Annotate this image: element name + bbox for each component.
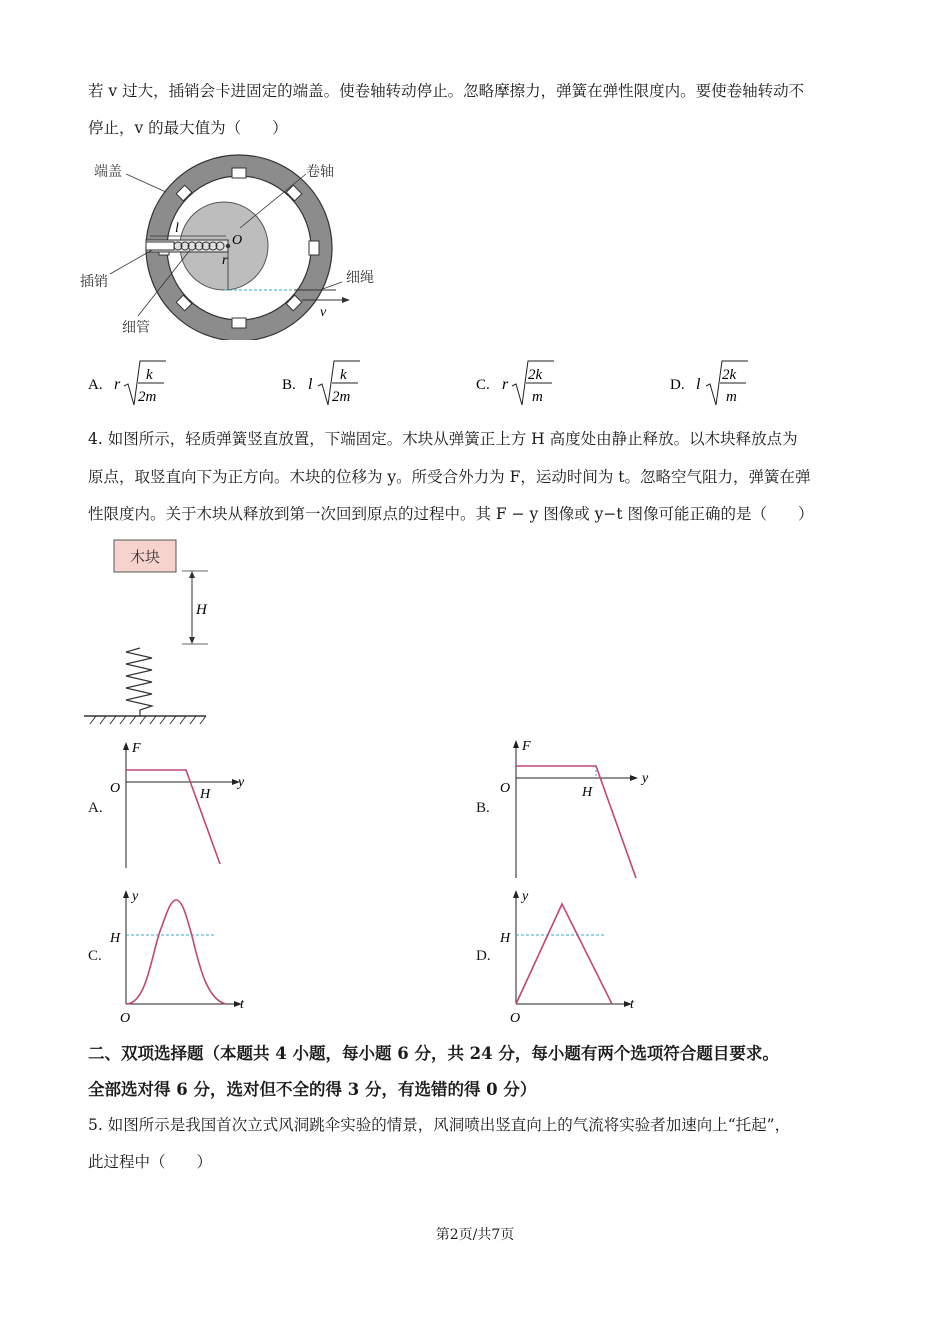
option-c-coef: r — [502, 376, 509, 393]
block-label: 木块 — [129, 548, 161, 566]
graph-c-xlabel: t — [240, 997, 244, 1012]
q4-text-line3: 性限度内。关于木块从释放到第一次回到原点的过程中。其 F − y 图像或 y−t 图像可能正确的是（ ） — [88, 505, 814, 523]
q5-text-line1: 5. 如图所示是我国首次立式风洞跳伞实验的情景，风洞喷出竖直向上的气流将实验者加速向上“托起”， — [88, 1116, 791, 1134]
graph-b-plot — [474, 732, 664, 882]
v-label: v — [320, 305, 327, 320]
option-b-den: 2m — [332, 389, 351, 405]
graph-c-origin: O — [120, 1011, 131, 1026]
option-a-den: 2m — [138, 389, 157, 405]
q3-text-line2: 停止，v 的最大值为（ ） — [88, 119, 288, 137]
option-b-num: k — [340, 367, 347, 383]
graph-option-a[interactable] — [86, 736, 256, 876]
graph-b-mark: H — [582, 785, 593, 800]
l-label: l — [175, 221, 179, 236]
graph-d-plot — [474, 886, 654, 1026]
option-d[interactable] — [670, 355, 790, 411]
tube-label: 细管 — [122, 320, 150, 336]
option-d-den: m — [726, 389, 737, 405]
option-c[interactable] — [476, 355, 596, 411]
option-c-den: m — [532, 389, 543, 405]
option-b-formula — [282, 355, 402, 411]
option-a-num: k — [146, 367, 153, 383]
graph-b-ylabel: F — [522, 739, 531, 754]
q4-text-line2: 原点，取竖直向下为正方向。木块的位移为 y。所受合外力为 F，运动时间为 t。忽略空气阻力，弹簧在弹 — [88, 468, 811, 486]
option-b-letter: B. — [282, 377, 296, 393]
o-label: O — [232, 233, 243, 248]
page-footer: 第2页/共7页 — [435, 1227, 515, 1243]
end-cap-label: 端盖 — [94, 164, 122, 180]
graph-a-ylabel: F — [132, 741, 141, 756]
option-c-letter: C. — [476, 377, 490, 393]
option-c-num: 2k — [528, 367, 543, 383]
graph-a-xlabel: y — [238, 775, 245, 790]
option-d-num: 2k — [722, 367, 737, 383]
graph-d-ylabel: y — [522, 889, 529, 904]
graph-a-plot — [86, 736, 256, 876]
height-label: H — [196, 602, 207, 618]
option-b-coef: l — [308, 376, 313, 393]
option-a-formula — [88, 355, 208, 411]
q5-text-line2: 此过程中（ ） — [88, 1153, 213, 1171]
graph-b-letter: B. — [476, 800, 490, 816]
q4-text-line1: 4. 如图所示，轻质弹簧竖直放置，下端固定。木块从弹簧正上方 H 高度处由静止释放。以木块释放点为 — [88, 430, 798, 448]
r-label: r — [222, 253, 228, 268]
graph-option-b[interactable] — [474, 732, 664, 882]
graph-d-letter: D. — [476, 948, 491, 964]
graph-a-origin: O — [110, 781, 121, 796]
graph-d-mark: H — [500, 931, 511, 946]
q3-text-line1: 若 v 过大，插销会卡进固定的端盖。使卷轴转动停止。忽略摩擦力，弹簧在弹性限度内。要使卷轴转动不 — [88, 82, 805, 100]
graph-c-ylabel: y — [132, 889, 139, 904]
graph-b-xlabel: y — [642, 771, 649, 786]
graph-a-mark: H — [200, 787, 211, 802]
option-d-coef: l — [696, 376, 701, 393]
section2-heading-line1: 二、双项选择题（本题共 4 小题，每小题 6 分，共 24 分，每小题有两个选项符合题目要求。 — [88, 1044, 779, 1063]
pin-label: 插销 — [80, 274, 108, 290]
section2-heading-line2: 全部选对得 6 分，选对但不全的得 3 分，有选错的得 0 分） — [88, 1080, 537, 1099]
option-b[interactable] — [282, 355, 402, 411]
q4-spring-figure — [84, 536, 214, 726]
rope-label: 细绳 — [346, 270, 374, 286]
option-a-coef: r — [114, 376, 121, 393]
graph-d-xlabel: t — [630, 997, 634, 1012]
option-c-formula — [476, 355, 596, 411]
graph-c-letter: C. — [88, 948, 102, 964]
option-a-letter: A. — [88, 377, 103, 393]
graph-a-letter: A. — [88, 800, 103, 816]
graph-option-c[interactable] — [86, 886, 266, 1026]
option-a[interactable] — [88, 355, 208, 411]
option-d-letter: D. — [670, 377, 685, 393]
reel-label: 卷轴 — [306, 164, 334, 180]
option-d-formula — [670, 355, 790, 411]
graph-b-origin: O — [500, 781, 511, 796]
graph-c-plot — [86, 886, 266, 1026]
graph-c-mark: H — [110, 931, 121, 946]
graph-d-origin: O — [510, 1011, 521, 1026]
q3-reel-figure — [80, 150, 400, 340]
graph-option-d[interactable] — [474, 886, 654, 1026]
